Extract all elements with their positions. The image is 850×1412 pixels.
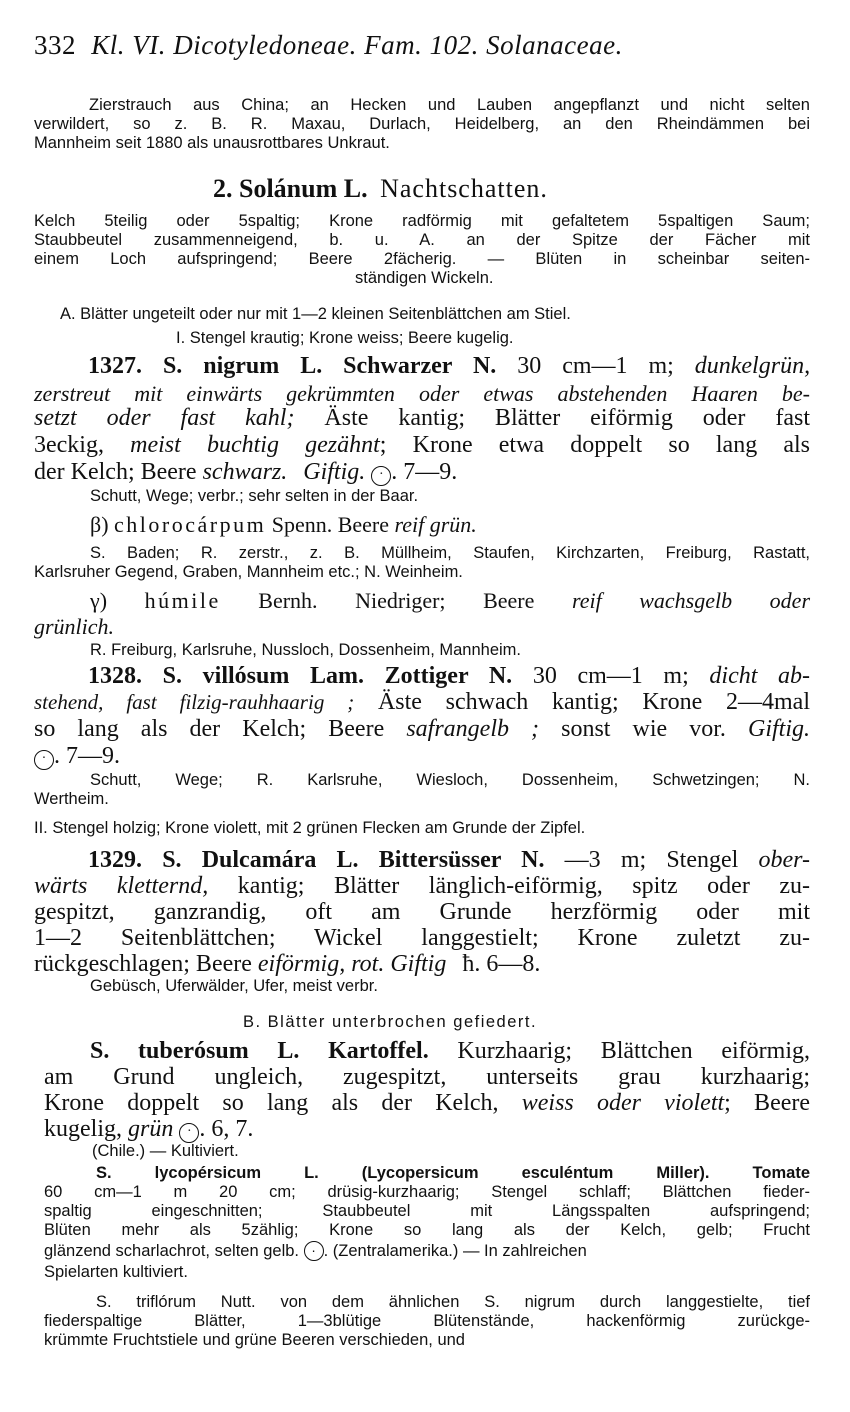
species-1328-line [34,715,810,743]
species-text: Äste schwach kantig; Krone 2—4mal [377,689,810,715]
tuberosum-line: am Grund ungleich, zugespitzt, unterseits grau kurzhaarig; [44,1064,810,1090]
species-text: ħ. 6—8. [462,951,541,977]
species-1327-line [34,431,810,459]
genus-name: 2. Solánum L. [213,174,368,203]
lycopersicum-line: S. lycopérsicum L. (Lycopersicum esculéntum Miller). Tomate [96,1164,810,1182]
variety-beta [90,512,477,538]
lycopersicum-line [44,1241,587,1261]
species-text: kugelig, [44,1116,122,1142]
species-text: ; Krone etwa doppelt so lang als [379,432,811,458]
annual-symbol-icon: · [304,1241,324,1261]
species-text: . 7—9. [54,743,120,769]
page-header [34,30,779,61]
species-text: 3eckig, [34,432,104,458]
species-text: eiförmig, rot. Giftig [257,951,447,977]
variety-distribution: R. Freiburg, Karlsruhe, Nussloch, Dossenheim, Mannheim. [90,641,522,659]
species-text: —3 m; Stengel [564,847,739,873]
lycopersicum-line: Blüten mehr als 5zählig; Krone so lang als der Kelch, gelb; Frucht [44,1221,810,1239]
tuberosum-note: (Chile.) — Kultiviert. [92,1142,239,1160]
genus-description-line: Staubbeutel zusammenneigend, b. u. A. an der Spitze der Fächer mit [34,231,810,249]
species-text: Giftig. [303,459,366,485]
species-text: Giftig. [748,716,811,742]
species-common-name: Zottiger N. [384,663,513,689]
species-text: glänzend scharlachrot, selten gelb. [44,1242,299,1260]
genus-heading [213,174,548,204]
species-text: 30 cm—1 m; [517,353,674,379]
triflorum-line: S. triflórum Nutt. von dem ähnlichen S. nigrum durch langgestielte, tief [96,1293,810,1311]
species-text: kantig; Blätter länglich-eiförmig, spitz oder zu- [237,873,810,899]
species-habitat: Gebüsch, Uferwälder, Ufer, meist verbr. [90,977,378,995]
variety-gamma [90,588,810,614]
triflorum-line: krümmte Fruchtstiele und grüne Beeren verschieden, und [44,1331,465,1349]
key-heading-A: A. Blätter ungeteilt oder nur mit 1—2 kleinen Seitenblättchen am Stiel. [60,305,571,323]
variety-text: Spenn. Beere [271,512,389,537]
species-text: dunkelgrün, [694,353,811,379]
tuberosum-line [44,1089,810,1117]
tuberosum-line [90,1037,810,1065]
species-1328-line [34,742,120,770]
triflorum-line: fiederspaltige Blätter, 1—3blütige Blütenstände, hackenförmig zurückge- [44,1312,810,1330]
species-text: grün [128,1116,174,1142]
species-text: . (Zentralamerika.) — In zahlreichen [323,1242,587,1260]
species-1329-line: gespitzt, ganzrandig, oft am Grunde herzförmig oder mit [34,899,810,925]
species-text: Krone doppelt so lang als der Kelch, [44,1090,499,1116]
species-text: wärts kletternd, [34,873,209,899]
intro-line: Mannheim seit 1880 als unausrottbares Unkraut. [34,134,390,152]
species-habitat: Wertheim. [34,790,109,808]
lycopersicum-line: 60 cm—1 m 20 cm; drüsig-kurzhaarig; Stengel schlaff; Blättchen fieder- [44,1183,810,1201]
species-text: rückgeschlagen; Beere [34,951,252,977]
species-text: der Kelch; Beere [34,459,197,485]
lycopersicum-line: Spielarten kultiviert. [44,1263,188,1281]
species-text: sonst wie vor. [561,716,726,742]
species-1328-line [34,688,810,716]
genus-common-name: Nachtschatten. [380,174,548,203]
species-name: S. tuberósum L. [90,1038,300,1064]
key-heading-II: II. Stengel holzig; Krone violett, mit 2 grünen Flecken am Grunde der Zipfel. [34,819,586,837]
genus-description-line: einem Loch aufspringend; Beere 2fächerig. — Blüten in scheinbar seiten- [34,250,810,268]
species-name: S. nigrum L. [162,353,323,379]
species-common-name: Schwarzer N. [343,353,497,379]
species-text: meist buchtig gezähnt [130,432,380,458]
intro-line: Zierstrauch aus China; an Hecken und Lauben angepflanzt und nicht selten [89,96,810,114]
running-title: Kl. VI. Dicotyledoneae. Fam. 102. Solanaceae. [91,30,623,60]
variety-distribution: S. Baden; R. zerstr., z. B. Müllheim, Staufen, Kirchzarten, Freiburg, Rastatt, [90,544,810,562]
key-heading-I: I. Stengel krautig; Krone weiss; Beere kugelig. [176,329,514,347]
species-name: S. Dulcamára L. [162,847,359,873]
species-1328-line [88,662,810,690]
variety-letter: γ) [90,588,108,613]
tuberosum-line [44,1115,253,1143]
page-number: 332 [34,30,76,60]
intro-line: verwildert, so z. B. R. Maxau, Durlach, Heidelberg, an den Rheindämmen bei [34,115,810,133]
species-common-name: Kartoffel. [328,1038,429,1064]
species-1329-line [34,950,540,978]
variety-name: chlorocárpum [114,512,267,537]
species-text: Kurzhaarig; Blättchen eiförmig, [457,1038,810,1064]
species-text: ober- [758,847,811,873]
variety-text: grünlich. [34,614,115,639]
species-1327-line [88,352,810,380]
lycopersicum-line: spaltig eingeschnitten; Staubbeutel mit Längsspalten aufspringend; [44,1202,810,1220]
species-text: zerstreut mit einwärts gekrümmten oder etwas abstehenden Haaren be- [34,381,810,406]
species-text: weiss oder violett [521,1090,725,1116]
species-1327-line [34,404,810,432]
species-1327-line [34,458,457,486]
species-1329-line [34,872,810,900]
variety-letter: β) [90,512,109,537]
variety-name: húmile [144,588,221,613]
species-text: stehend, fast filzig-rauhhaarig ; [34,690,355,714]
variety-text: Bernh. Niedriger; Beere [258,588,535,613]
species-text: safrangelb ; [406,716,540,742]
species-text: Äste kantig; Blätter eiförmig oder fast [324,405,810,431]
species-text: 30 cm—1 m; [532,663,689,689]
species-number: 1328. [88,663,142,689]
species-habitat: Schutt, Wege; R. Karlsruhe, Wiesloch, Dossenheim, Schwetzingen; N. [90,771,810,789]
species-text: setzt oder fast kahl; [34,405,295,431]
species-number: 1327. [88,353,142,379]
variety-gamma-line [34,614,114,640]
species-1329-line [88,846,810,874]
species-text: dicht ab- [709,663,811,689]
species-text: so lang als der Kelch; Beere [34,716,385,742]
variety-text: reif wachsgelb oder [571,588,811,613]
annual-symbol-icon: · [371,466,391,486]
species-text: . 7—9. [391,459,458,485]
annual-symbol-icon: · [34,750,54,770]
species-name: S. villósum Lam. [162,663,364,689]
species-text: schwarz. [202,459,288,485]
genus-description-line: ständigen Wickeln. [355,269,494,287]
variety-distribution: Karlsruher Gegend, Graben, Mannheim etc.; N. Weinheim. [34,563,463,581]
species-common-name: Bittersüsser N. [378,847,545,873]
variety-text: reif grün. [394,512,477,537]
key-heading-B: B. Blätter unterbrochen gefiedert. [243,1013,538,1031]
species-habitat: Schutt, Wege; verbr.; sehr selten in der Baar. [90,487,419,505]
annual-symbol-icon: · [179,1123,199,1143]
species-text: ; Beere [724,1090,811,1116]
species-1329-line: 1—2 Seitenblättchen; Wickel langgestielt; Krone zuletzt zu- [34,925,810,951]
species-number: 1329. [88,847,142,873]
species-text: . 6, 7. [199,1116,254,1142]
genus-description-line: Kelch 5teilig oder 5spaltig; Krone radförmig mit gefaltetem 5spaltigen Saum; [34,212,810,230]
